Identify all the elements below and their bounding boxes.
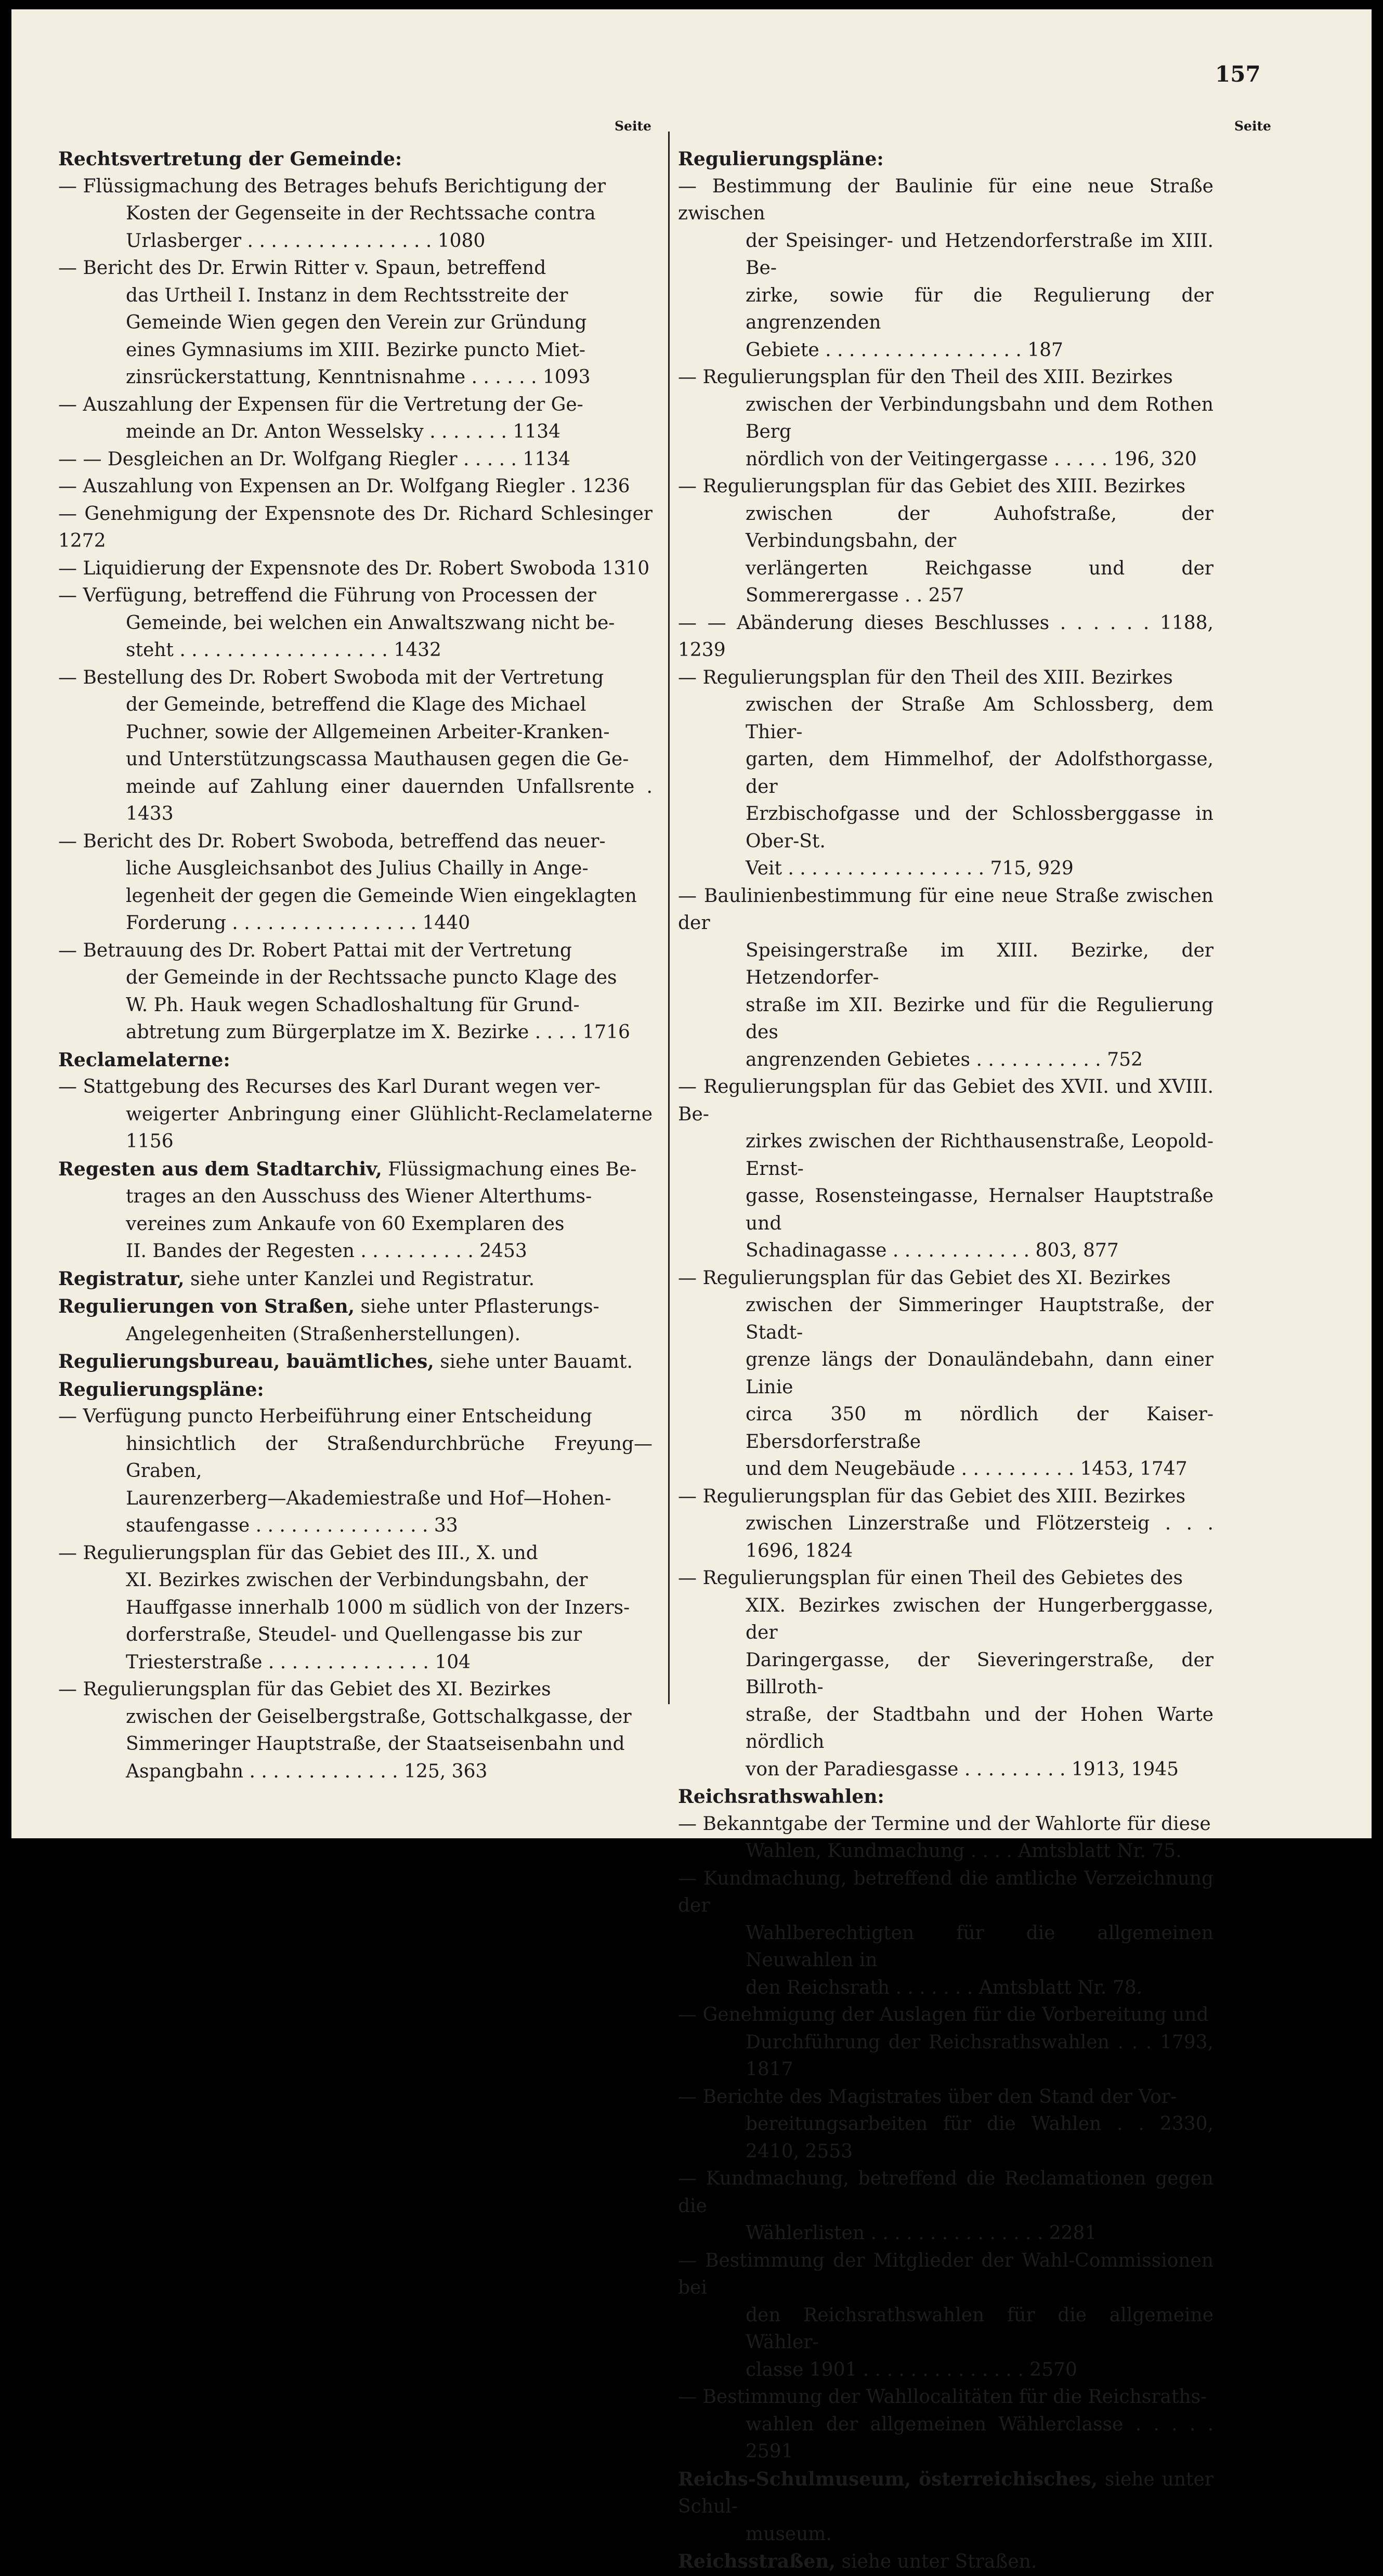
left-column-label: Seite	[615, 119, 651, 134]
entry-line: straße im XII. Bezirke und für die Regulierung des	[746, 994, 1214, 1043]
entry-line: Reichsstraßen, siehe unter Straßen.	[678, 2551, 1037, 2572]
entry-line: abtretung zum Bürgerplatze im X. Bezirke . . . . 1716	[126, 1022, 630, 1043]
entry-line: zwischen Linzerstraße und Flötzersteig . . . 1696, 1824	[746, 1513, 1214, 1562]
page-number: 157	[1215, 61, 1261, 87]
index-heading: Regulierungspläne:	[58, 1378, 264, 1401]
entry-line: Regesten aus dem Stadtarchiv, Flüssigmachung eines Be-	[58, 1158, 637, 1180]
entry-line: — Auszahlung der Expensen für die Vertretung der Ge-	[58, 394, 583, 415]
entry-line: hinsichtlich der Straßendurchbrüche Freyung—Graben,	[126, 1433, 653, 1482]
entry-line: legenheit der gegen die Gemeinde Wien eingeklagten	[126, 885, 637, 907]
index-entry	[678, 364, 1214, 473]
index-entry	[678, 610, 1214, 664]
index-entry	[58, 473, 653, 501]
entry-line: Durchführung der Reichsrathswahlen . . . 1793, 1817	[746, 2031, 1214, 2080]
entry-line: zwischen der Verbindungsbahn und dem Rothen Berg	[746, 394, 1214, 442]
entry-line: Laurenzerberg—Akademiestraße und Hof—Hohen-	[126, 1487, 611, 1509]
entry-line: — Regulierungsplan für das Gebiet des XVII. und XVIII. Be-	[678, 1076, 1214, 1125]
entry-line: nördlich von der Veitingergasse . . . . . 196, 320	[746, 448, 1197, 470]
index-entry	[58, 582, 653, 664]
entry-line: straße, der Stadtbahn und der Hohen Warte nördlich	[746, 1704, 1214, 1753]
entry-line: Simmeringer Hauptstraße, der Staatseisenbahn und	[126, 1733, 625, 1755]
index-entry	[58, 501, 653, 555]
entry-line: staufengasse . . . . . . . . . . . . . . . 33	[126, 1515, 458, 1536]
entry-line: und dem Neugebäude . . . . . . . . . . 1453, 1747	[746, 1458, 1188, 1480]
right-column-label: Seite	[1234, 119, 1271, 134]
entry-line: Veit . . . . . . . . . . . . . . . . . 715, 929	[746, 858, 1074, 879]
entry-line: Puchner, sowie der Allgemeinen Arbeiter-Kranken-	[126, 721, 610, 743]
entry-line: trages an den Ausschuss des Wiener Alterthums-	[126, 1186, 592, 1207]
entry-line: das Urtheil I. Instanz in dem Rechtsstreite der	[126, 284, 568, 306]
entry-line: — Stattgebung des Recurses des Karl Durant wegen ver-	[58, 1076, 601, 1097]
entry-line: Wahlen, Kundmachung . . . . Amtsblatt Nr. 75.	[746, 1840, 1182, 1862]
index-entry	[58, 1403, 653, 1540]
index-entry	[678, 883, 1214, 1074]
entry-line: eines Gymnasiums im XIII. Bezirke puncto Miet-	[126, 339, 586, 361]
index-entry	[678, 2548, 1214, 2576]
entry-line: Gemeinde Wien gegen den Verein zur Gründung	[126, 312, 587, 333]
left-column	[58, 146, 653, 1785]
entry-line: — Verfügung puncto Herbeiführung einer Entscheidung	[58, 1406, 592, 1427]
entry-line: Triesterstraße . . . . . . . . . . . . . . 104	[126, 1651, 471, 1673]
entry-line: — Bericht des Dr. Robert Swoboda, betreffend das neuer-	[58, 830, 606, 852]
entry-line: Aspangbahn . . . . . . . . . . . . . 125, 363	[126, 1760, 488, 1782]
index-entry	[58, 446, 653, 474]
entry-line: — Kundmachung, betreffend die amtliche Verzeichnung der	[678, 1867, 1214, 1916]
index-entry	[58, 1265, 653, 1293]
entry-line: wahlen der allgemeinen Wählerclasse . . . . . 2591	[746, 2413, 1214, 2462]
entry-line: — Baulinienbestimmung für eine neue Straße zwischen der	[678, 885, 1214, 934]
index-entry	[678, 1265, 1214, 1483]
entry-line: classe 1901 . . . . . . . . . . . . . . 2570	[746, 2359, 1077, 2381]
entry-line: Kosten der Gegenseite in der Rechtssache contra	[126, 203, 596, 224]
entry-line: Wählerlisten . . . . . . . . . . . . . . . 2281	[746, 2222, 1097, 2244]
entry-line: garten, dem Himmelhof, der Adolfsthorgasse, der	[746, 749, 1214, 797]
index-entry	[58, 1293, 653, 1348]
index-entry	[678, 664, 1214, 883]
index-entry	[678, 1565, 1214, 1783]
entry-line: und Unterstützungscassa Mauthausen gegen die Ge-	[126, 749, 629, 770]
index-entry	[58, 555, 653, 583]
index-entry	[58, 1676, 653, 1785]
index-entry	[678, 2384, 1214, 2466]
index-heading: Reclamelaterne:	[58, 1049, 230, 1071]
index-entry	[58, 1540, 653, 1677]
entry-line: W. Ph. Hauk wegen Schadloshaltung für Grund-	[126, 994, 580, 1016]
entry-line: — — Abänderung dieses Beschlusses . . . . . . 1188, 1239	[678, 612, 1214, 661]
entry-line: — Betrauung des Dr. Robert Pattai mit der Vertretung	[58, 939, 572, 961]
entry-line: Urlasberger . . . . . . . . . . . . . . . . 1080	[126, 230, 486, 252]
index-entry	[678, 473, 1214, 610]
entry-line: — Regulierungsplan für das Gebiet des XI. Bezirkes	[58, 1679, 551, 1700]
entry-line: der Speisinger- und Hetzendorferstraße im XIII. Be-	[746, 230, 1214, 279]
index-entry	[58, 391, 653, 446]
entry-line: angrenzenden Gebietes . . . . . . . . . . . 752	[746, 1049, 1143, 1070]
entry-line: — Bestimmung der Mitglieder der Wahl-Commissionen bei	[678, 2250, 1214, 2298]
entry-line: den Reichsrathswahlen für die allgemeine Wähler-	[746, 2304, 1214, 2353]
index-entry	[58, 255, 653, 391]
entry-line: zirke, sowie für die Regulierung der angrenzenden	[746, 284, 1214, 333]
entry-line: — Auszahlung von Expensen an Dr. Wolfgang Riegler . 1236	[58, 476, 630, 497]
index-heading: Regulierungspläne:	[678, 148, 884, 170]
entry-line: grenze längs der Donauländebahn, dann einer Linie	[746, 1349, 1214, 1398]
index-entry	[58, 828, 653, 937]
entry-line: Erzbischofgasse und der Schlossberggasse in Ober-St.	[746, 803, 1214, 852]
entry-line: — Regulierungsplan für das Gebiet des XIII. Bezirkes	[678, 1485, 1186, 1507]
entry-line: der Gemeinde in der Rechtssache puncto Klage des	[126, 967, 617, 988]
entry-line: — Bestimmung der Baulinie für eine neue Straße zwischen	[678, 175, 1214, 224]
entry-line: — Flüssigmachung des Betrages behufs Berichtigung der	[58, 175, 606, 197]
entry-line: Regulierungsbureau, bauämtliches, siehe unter Bauamt.	[58, 1351, 633, 1372]
index-heading: Reichsrathswahlen:	[678, 1786, 884, 1808]
index-entry	[58, 1348, 653, 1376]
entry-line: Angelegenheiten (Straßenherstellungen).	[126, 1323, 521, 1345]
entry-line: — Liquidierung der Expensnote des Dr. Robert Swoboda 1310	[58, 557, 650, 579]
entry-line: Reichs-Schulmuseum, österreichisches, siehe unter Schul-	[678, 2468, 1214, 2517]
index-entry	[678, 2002, 1214, 2084]
entry-line: zinsrückerstattung, Kenntnisnahme . . . . . . 1093	[126, 367, 591, 388]
entry-line: Wahlberechtigten für die allgemeinen Neuwahlen in	[746, 1922, 1214, 1971]
index-entry	[678, 1811, 1214, 1865]
index-heading: Rechtsvertretung der Gemeinde:	[58, 148, 402, 170]
entry-line: II. Bandes der Regesten . . . . . . . . . . 2453	[126, 1240, 527, 1262]
entry-line: museum.	[746, 2523, 832, 2545]
entry-line: — Berichte des Magistrates über den Stand der Vor-	[678, 2086, 1177, 2108]
index-entry	[58, 937, 653, 1047]
entry-line: dorferstraße, Steudel- und Quellengasse bis zur	[126, 1624, 582, 1645]
index-entry	[678, 2466, 1214, 2548]
entry-line: Regulierungen von Straßen, siehe unter Pflasterungs-	[58, 1296, 599, 1317]
entry-line: circa 350 m nördlich der Kaiser-Ebersdorferstraße	[746, 1404, 1214, 1453]
entry-line: Daringergasse, der Sieveringerstraße, der Billroth-	[746, 1649, 1214, 1698]
entry-line: Hauffgasse innerhalb 1000 m südlich von der Inzers-	[126, 1597, 630, 1618]
index-entry	[58, 1156, 653, 1265]
entry-line: meinde an Dr. Anton Wesselsky . . . . . . . 1134	[126, 421, 561, 442]
entry-line: liche Ausgleichsanbot des Julius Chailly in Ange-	[126, 858, 589, 879]
right-column	[678, 146, 1214, 2576]
entry-line: bereitungsarbeiten für die Wahlen . . 2330, 2410, 2553	[746, 2113, 1214, 2162]
entry-line: zwischen der Straße Am Schlossberg, dem Thier-	[746, 694, 1214, 743]
entry-line: zirkes zwischen der Richthausenstraße, Leopold-Ernst-	[746, 1131, 1214, 1180]
entry-line: — Bestimmung der Wahllocalitäten für die Reichsraths-	[678, 2386, 1207, 2408]
entry-line: — Regulierungsplan für das Gebiet des III., X. und	[58, 1542, 538, 1564]
entry-line: — Kundmachung, betreffend die Reclamationen gegen die	[678, 2168, 1214, 2217]
entry-line: zwischen der Simmeringer Hauptstraße, der Stadt-	[746, 1294, 1214, 1343]
entry-line: steht . . . . . . . . . . . . . . . . . . 1432	[126, 639, 441, 661]
entry-line: Speisingerstraße im XIII. Bezirke, der Hetzendorfer-	[746, 939, 1214, 988]
entry-line: Forderung . . . . . . . . . . . . . . . . 1440	[126, 912, 471, 934]
entry-line: — Regulierungsplan für das Gebiet des XI. Bezirkes	[678, 1267, 1171, 1289]
entry-line: XI. Bezirkes zwischen der Verbindungsbahn, der	[126, 1570, 588, 1591]
entry-line: zwischen der Geiselbergstraße, Gottschalkgasse, der	[126, 1706, 632, 1728]
entry-line: weigerter Anbringung einer Glühlicht-Reclamelaterne 1156	[126, 1103, 653, 1152]
entry-line: — Regulierungsplan für den Theil des XIII. Bezirkes	[678, 367, 1173, 388]
index-page	[11, 9, 1372, 2572]
entry-line: — Verfügung, betreffend die Führung von Processen der	[58, 585, 596, 606]
index-entry	[58, 173, 653, 255]
index-entry	[678, 2247, 1214, 2384]
index-entry	[678, 1865, 1214, 2002]
entry-line: Gebiete . . . . . . . . . . . . . . . . . 187	[746, 339, 1063, 361]
entry-line: Gemeinde, bei welchen ein Anwaltszwang nicht be-	[126, 612, 615, 634]
entry-line: zwischen der Auhofstraße, der Verbindungsbahn, der	[746, 503, 1214, 552]
index-entry	[678, 2084, 1214, 2166]
entry-line: — Bekanntgabe der Termine und der Wahlorte für diese	[678, 1813, 1211, 1835]
entry-line: vereines zum Ankaufe von 60 Exemplaren des	[126, 1213, 565, 1235]
index-entry	[678, 2165, 1214, 2247]
entry-line: XIX. Bezirkes zwischen der Hungerberggasse, der	[746, 1594, 1214, 1643]
entry-line: — Genehmigung der Expensnote des Dr. Richard Schlesinger 1272	[58, 503, 653, 552]
entry-line: der Gemeinde, betreffend die Klage des Michael	[126, 694, 586, 715]
entry-line: den Reichsrath . . . . . . . Amtsblatt Nr. 78.	[746, 1977, 1143, 1998]
entry-line: verlängerten Reichgasse und der Sommerergasse . . 257	[746, 557, 1214, 606]
entry-line: — — Desgleichen an Dr. Wolfgang Riegler . . . . . 1134	[58, 448, 571, 470]
entry-line: — Regulierungsplan für einen Theil des Gebietes des	[678, 1567, 1183, 1589]
entry-line: — Regulierungsplan für den Theil des XIII. Bezirkes	[678, 666, 1173, 688]
index-entry	[678, 1074, 1214, 1265]
entry-line: Registratur, siehe unter Kanzlei und Registratur.	[58, 1267, 535, 1290]
index-entry	[58, 1074, 653, 1156]
entry-line: meinde auf Zahlung einer dauernden Unfallsrente . 1433	[126, 776, 653, 825]
index-entry	[678, 1483, 1214, 1565]
entry-line: Schadinagasse . . . . . . . . . . . . 803, 877	[746, 1240, 1119, 1261]
entry-line: — Bestellung des Dr. Robert Swoboda mit der Vertretung	[58, 666, 604, 688]
entry-line: von der Paradiesgasse . . . . . . . . . 1913, 1945	[746, 1758, 1179, 1780]
entry-line: gasse, Rosensteingasse, Hernalser Hauptstraße und	[746, 1185, 1214, 1234]
index-entry	[58, 664, 653, 828]
column-divider	[668, 132, 670, 1704]
entry-line: — Regulierungsplan für das Gebiet des XIII. Bezirkes	[678, 476, 1186, 497]
index-entry	[678, 173, 1214, 364]
entry-line: — Bericht des Dr. Erwin Ritter v. Spaun, betreffend	[58, 257, 546, 279]
entry-line: — Genehmigung der Auslagen für die Vorbereitung und	[678, 2004, 1209, 2025]
